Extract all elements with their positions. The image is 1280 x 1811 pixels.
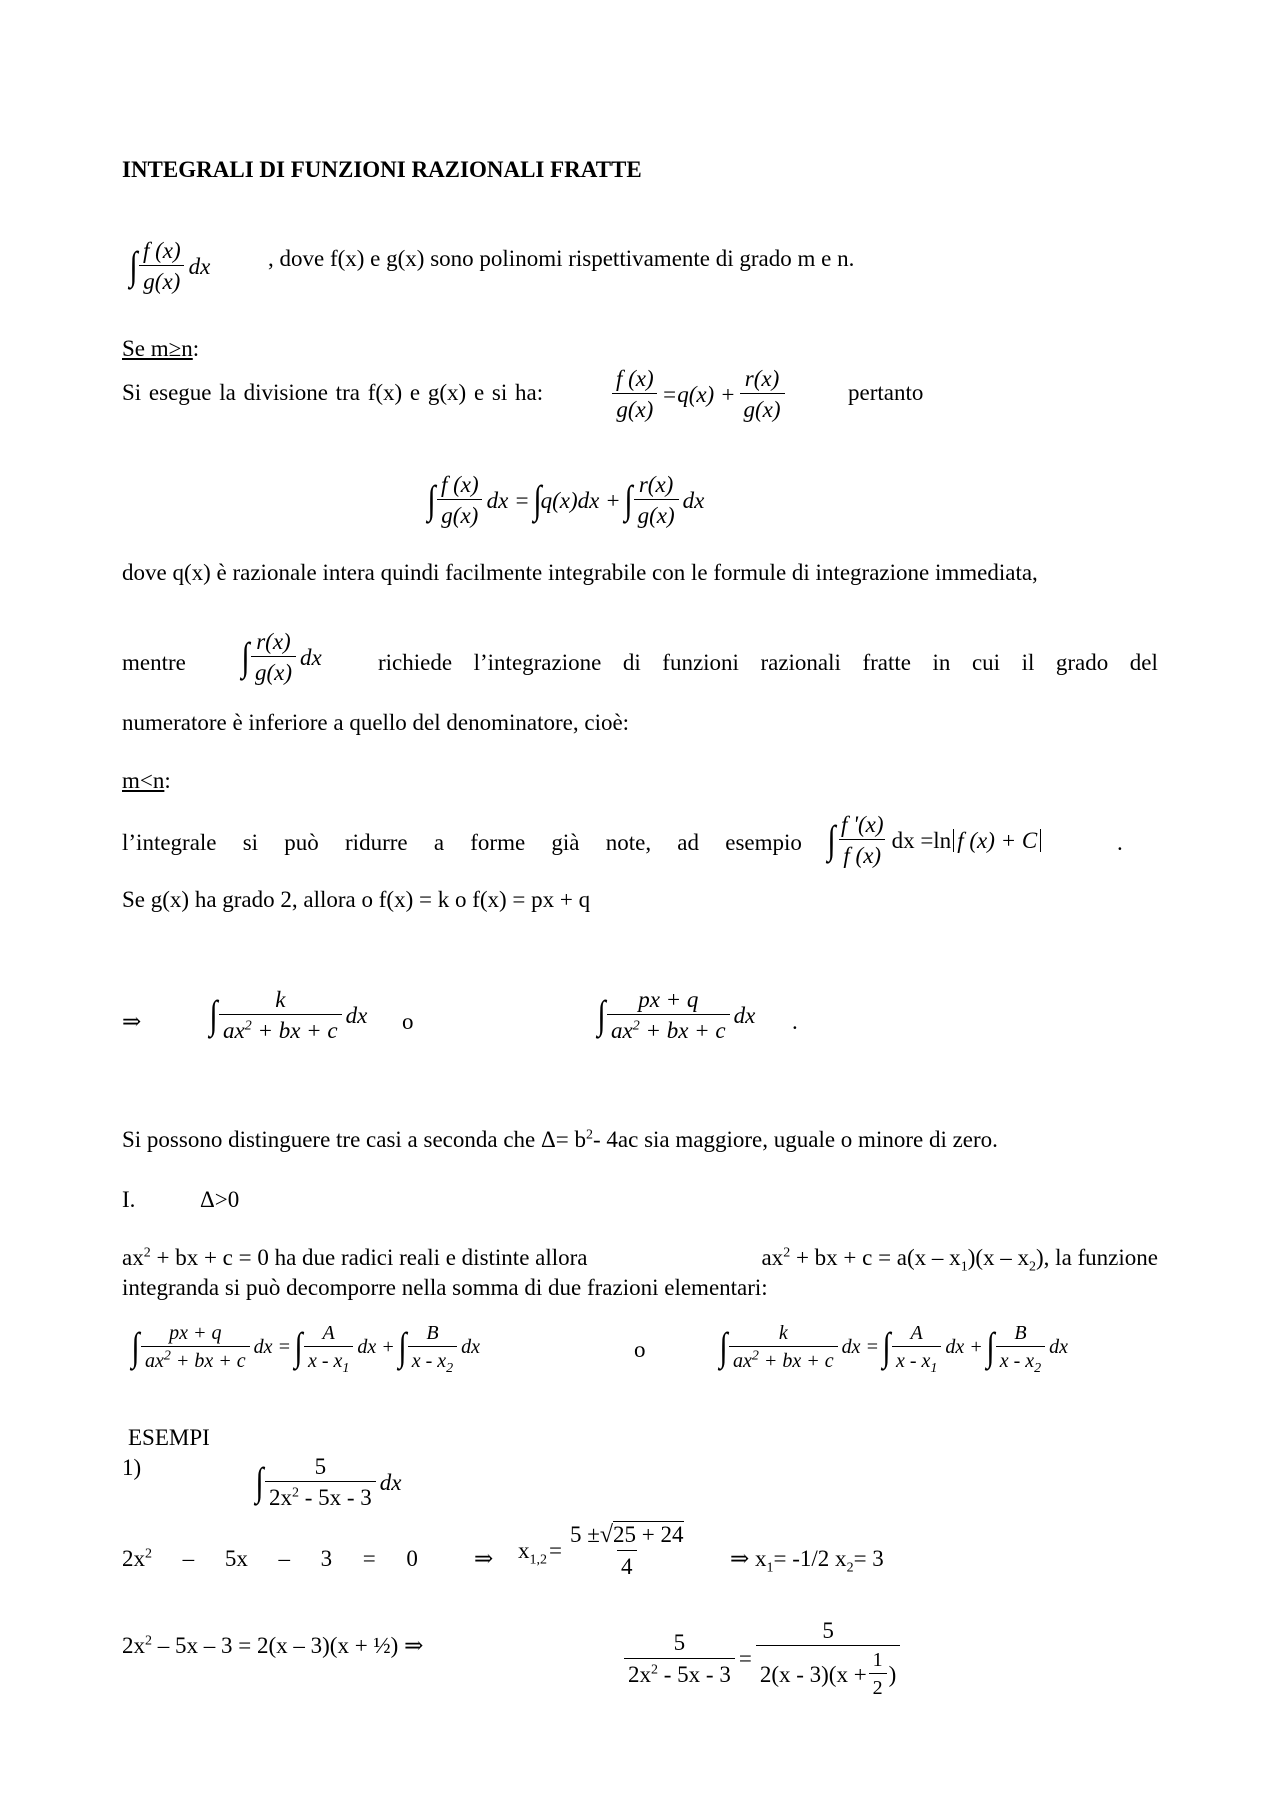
integrale-text: l’integrale si può ridurre a forme già note, ad esempio xyxy=(122,830,802,855)
examples-heading: ESEMPI xyxy=(128,1425,210,1450)
partial-fraction-k: ∫ $\frac{k}{ax^2 + bx + c}$ dx = ∫ $\frac{A}{x - x_1}$ dx + ∫ $\frac{B}{x - x_2}$ dx xyxy=(719,1322,1069,1376)
period-2: . xyxy=(792,1009,798,1034)
roots-formula: $x_{1,2}$ = $\frac{5 \pm√25 + 24}{4}$ xyxy=(518,1522,684,1580)
case-i-line1: $ax^2$ + bx + c = 0 ha due radici reali e distinte allora $ax^2$ + bx + $c = a(x - x_1)(x - x_2)$, la funzione xyxy=(122,1245,1158,1275)
case2-heading: m<n: xyxy=(122,768,171,793)
example-integral: ∫ $\frac{5}{2x^2 - 5x - 3}$ dx xyxy=(255,1454,402,1511)
case1-heading: Se m≥n: xyxy=(122,336,200,361)
dove-text: dove q(x) è razionale intera quindi facilmente integrabile con le formule di integrazione immediata, xyxy=(122,560,1038,585)
intro-denominator: g(x) xyxy=(139,265,184,294)
page-title: INTEGRALI DI FUNZIONI RAZIONALI FRATTE xyxy=(122,157,642,182)
or-word-1: o xyxy=(402,1009,414,1034)
remainder-integral: ∫ $\frac{r(x)}{g(x)}$ dx xyxy=(241,629,322,686)
case-i-line2: integranda si può decomporre nella somma di due frazioni elementari: xyxy=(122,1275,768,1300)
intro-integral xyxy=(128,238,210,295)
numeratore-text: numeratore è inferiore a quello del denominatore, cioè: xyxy=(122,710,630,735)
delta-text: Si possono distinguere tre casi a seconda che $\Delta= b^2-$ 4ac sia maggiore, uguale o minore di zero. xyxy=(122,1127,998,1152)
partial-fraction-pxq: ∫ $\frac{px + q}{ax^2 + bx + c}$ dx = ∫ $\frac{A}{x - x_1}$ dx + ∫ $\frac{B}{x - x_2}$ dx xyxy=(131,1322,481,1376)
intro-text: , dove f(x) e g(x) sono polinomi rispettivamente di grado m e n. xyxy=(268,246,855,271)
integral-split-formula: ∫ $\frac{f (x)}{g(x)}$ dx = ∫ q(x)dx + ∫ $\frac{r(x)}{g(x)}$ dx xyxy=(427,472,705,529)
case-i-roman: I. xyxy=(122,1187,136,1212)
log-formula: ∫ $\frac{f '(x)}{f (x)}$ dx =ln f (x) + C xyxy=(826,812,1041,869)
division-formula: $\frac{f (x)}{g(x)}$ =q(x) + $\frac{r(x)}{g(x)}$ xyxy=(610,366,787,423)
roots-values: ⇒ $x_1= -1/2$ $x_2= 3$ xyxy=(730,1546,884,1576)
quadratic-equation: $2x^2$ – 5x – 3 = 0 xyxy=(122,1546,418,1571)
factorized-fraction: $\frac{5}{2x^2 - 5x - 3}$ = 5 2(x - 3)(x + $\frac{1}{2}$ ) xyxy=(622,1618,902,1699)
k-integral: ∫ $\frac{k}{ax^2 + bx + c}$ dx xyxy=(209,987,368,1044)
pertanto-text: pertanto xyxy=(848,380,924,405)
log-period: . xyxy=(1117,830,1123,855)
factorization-text: $2x^2 - 5x - 3 = 2(x - 3)(x$ + ½) ⇒ xyxy=(122,1633,424,1658)
case-i-condition: Δ>0 xyxy=(200,1187,240,1212)
implies-arrow: ⇒ xyxy=(122,1009,142,1034)
intro-numerator: f (x) xyxy=(142,238,181,263)
intro-dx: dx xyxy=(188,253,211,279)
grado2-text: Se g(x) ha grado 2, allora o f(x) = k o f(x) = px + q xyxy=(122,887,591,912)
division-text: Si esegue la divisione tra f(x) e g(x) e si ha: xyxy=(122,380,544,405)
or-word-2: o xyxy=(634,1337,646,1362)
mentre-text: mentre xyxy=(122,650,186,675)
richiede-text: richiede l’integrazione di funzioni razionali fratte in cui il grado del xyxy=(378,650,1158,675)
implies-arrow-2: ⇒ xyxy=(474,1546,494,1571)
pxq-integral: ∫ $\frac{px + q}{ax^2 + bx + c}$ dx xyxy=(597,987,756,1044)
example-number-1: 1) xyxy=(122,1455,142,1480)
integral-sign: ∫ xyxy=(129,243,138,289)
